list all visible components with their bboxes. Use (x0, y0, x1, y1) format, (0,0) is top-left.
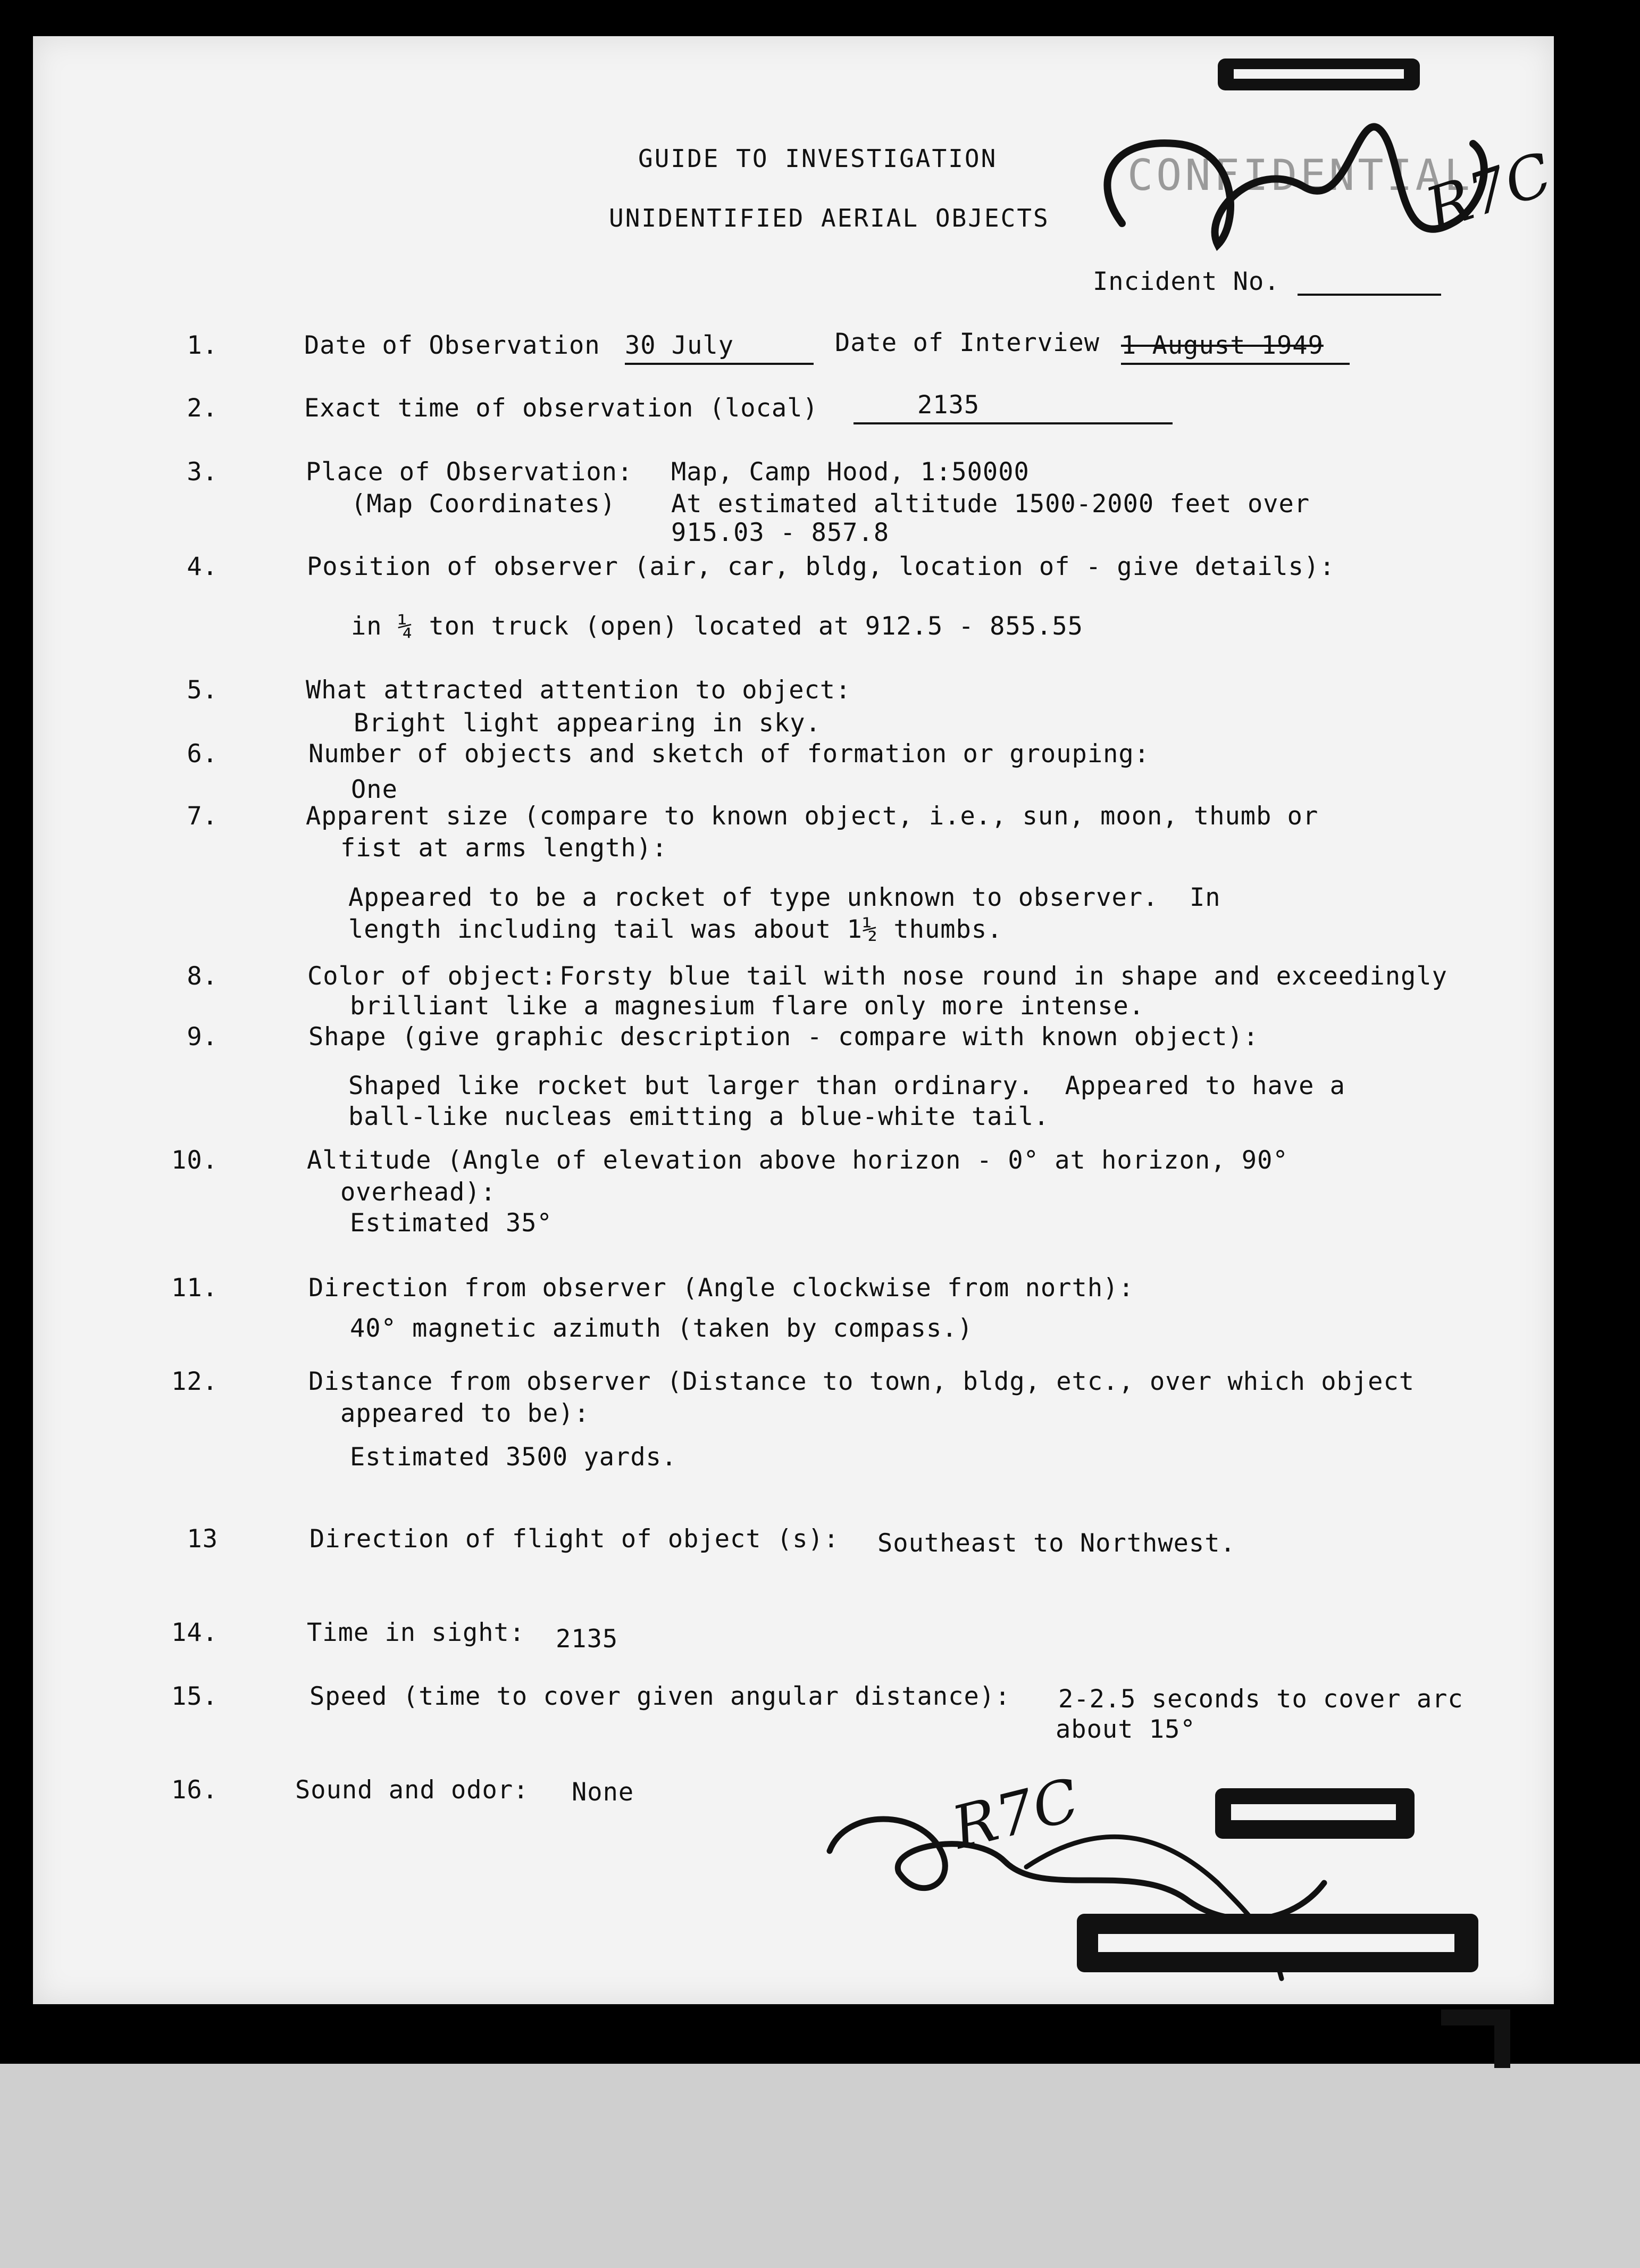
item-1-value2: 1 August 1949 (1121, 330, 1350, 365)
item-3-number: 3. (187, 457, 218, 487)
item-11-number: 11. (171, 1273, 218, 1303)
item-4-number: 4. (187, 552, 218, 581)
corner-mark: R7C (1418, 139, 1560, 244)
item-5-answer: Bright light appearing in sky. (354, 708, 821, 738)
item-1-label2: Date of Interview (835, 328, 1100, 357)
item-3-value: Map, Camp Hood, 1:50000 (671, 457, 1030, 487)
item-4-label: Position of observer (air, car, bldg, location of - give details): (307, 552, 1335, 581)
item-13-label: Direction of flight of object (s): (309, 1524, 840, 1554)
redaction-bar-2 (1077, 1914, 1478, 1972)
item-16-answer: None (572, 1778, 634, 1807)
item-1-number: 1. (187, 331, 218, 360)
item-7-answer: Appeared to be a rocket of type unknown to observer. In (348, 883, 1221, 912)
item-2-value: 2135 (854, 389, 1173, 424)
item-10-label-line2: overhead): (340, 1178, 496, 1207)
item-12-answer: Estimated 3500 yards. (350, 1442, 677, 1472)
item-9-label: Shape (give graphic description - compare with known object): (308, 1022, 1259, 1052)
item-2-label: Exact time of observation (local) (304, 394, 818, 423)
item-1-value: 30 July (625, 330, 814, 365)
item-8-number: 8. (187, 962, 218, 991)
item-15-answer-line2: about 15° (1056, 1715, 1196, 1744)
item-5-number: 5. (187, 676, 218, 705)
item-12-label: Distance from observer (Distance to town, bldg, etc., over which object (308, 1367, 1415, 1396)
item-9-number: 9. (187, 1022, 218, 1052)
item-11-answer: 40° magnetic azimuth (taken by compass.) (350, 1314, 973, 1343)
item-8-label: Color of object: (307, 962, 557, 991)
item-14-answer: 2135 (556, 1624, 618, 1654)
redaction-bar-1 (1215, 1788, 1415, 1839)
item-6-label: Number of objects and sketch of formation or grouping: (308, 739, 1150, 769)
item-3-value-line3: 915.03 - 857.8 (671, 518, 890, 547)
item-15-label: Speed (time to cover given angular distance): (309, 1682, 1011, 1711)
item-16-label: Sound and odor: (295, 1775, 529, 1805)
item-3-label: Place of Observation: (306, 457, 633, 487)
item-15-number: 15. (171, 1682, 218, 1711)
item-6-number: 6. (187, 739, 218, 769)
item-12-label-line2: appeared to be): (340, 1399, 590, 1428)
item-11-label: Direction from observer (Angle clockwise from north): (308, 1273, 1134, 1303)
item-7-answer-line2: length including tail was about 1½ thumbs. (348, 915, 1003, 944)
item-2-number: 2. (187, 394, 218, 423)
item-7-label: Apparent size (compare to known object, i.e., sun, moon, thumb or (306, 802, 1319, 831)
form-title: GUIDE TO INVESTIGATION (638, 144, 998, 173)
item-12-number: 12. (171, 1367, 218, 1396)
item-6-answer: One (351, 775, 398, 804)
item-3-value-line2: At estimated altitude 1500-2000 feet over (671, 489, 1310, 519)
confidential-stamp: CONFIDENTIAL (1127, 151, 1473, 200)
item-7-label-line2: fist at arms length): (340, 833, 668, 863)
scan-background (0, 2064, 1640, 2268)
item-16-number: 16. (171, 1775, 218, 1805)
item-15-answer: 2-2.5 seconds to cover arc (1058, 1685, 1463, 1714)
item-14-number: 14. (171, 1618, 218, 1647)
item-10-answer: Estimated 35° (350, 1208, 553, 1238)
item-9-answer-line2: ball-like nucleas emitting a blue-white tail. (348, 1102, 1050, 1131)
corner-block-edge (1494, 2009, 1510, 2068)
form-subtitle: UNIDENTIFIED AERIAL OBJECTS (609, 204, 1050, 232)
item-13-number: 13 (187, 1524, 218, 1554)
item-8-answer-line2: brilliant like a magnesium flare only more intense. (350, 991, 1145, 1021)
item-1-label: Date of Observation (304, 331, 600, 360)
item-3-label-sub: (Map Coordinates) (351, 489, 616, 519)
item-4-answer: in ¼ ton truck (open) located at 912.5 - 855.55 (351, 612, 1083, 641)
item-9-answer: Shaped like rocket but larger than ordinary. Appeared to have a (348, 1071, 1345, 1100)
item-13-answer: Southeast to Northwest. (877, 1529, 1236, 1558)
item-10-number: 10. (171, 1146, 218, 1175)
item-10-label: Altitude (Angle of elevation above horizon - 0° at horizon, 90° (307, 1146, 1288, 1175)
item-8-answer: Forsty blue tail with nose round in shape and exceedingly (559, 962, 1447, 991)
incident-label: Incident No. (1093, 267, 1280, 296)
item-5-label: What attracted attention to object: (306, 676, 851, 705)
item-14-label: Time in sight: (307, 1618, 525, 1647)
bottom-mark: R7C (945, 1765, 1086, 1863)
item-7-number: 7. (187, 802, 218, 831)
